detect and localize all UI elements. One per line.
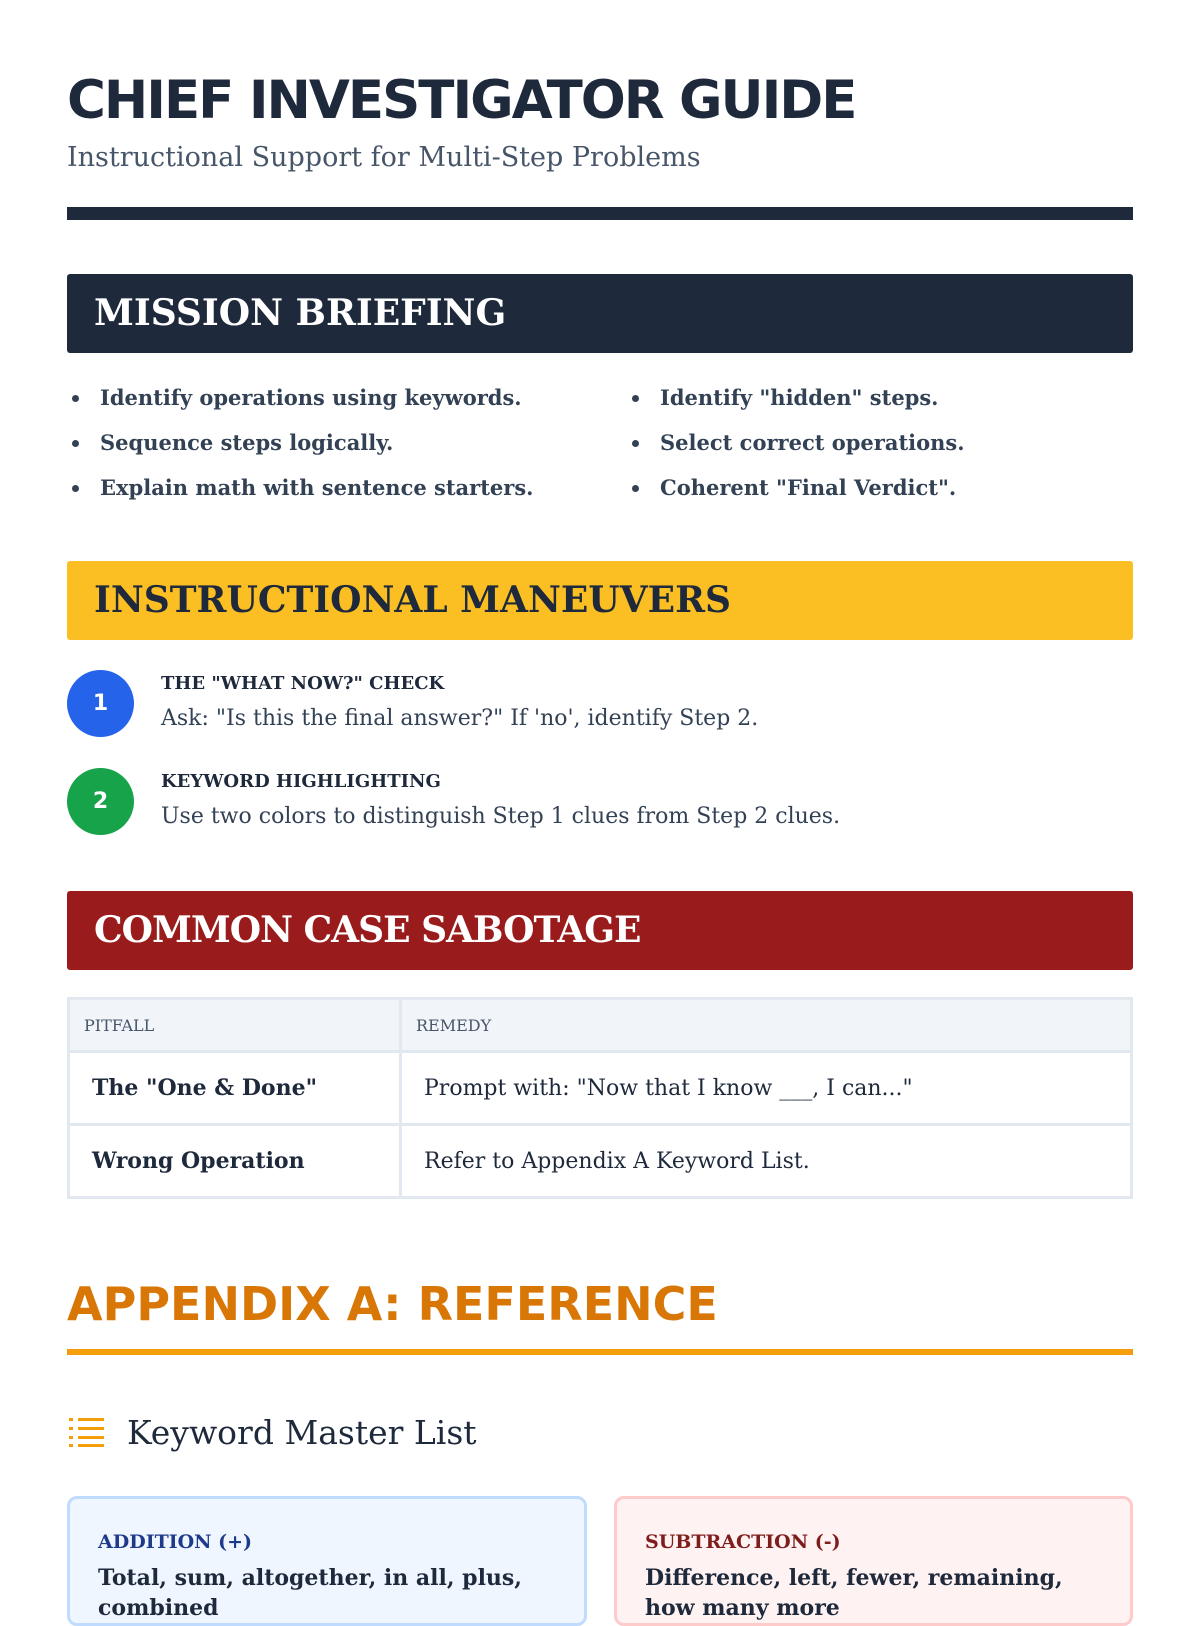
instructional-maneuvers-heading: INSTRUCTIONAL MANEUVERS <box>67 561 1133 640</box>
page-subtitle: Instructional Support for Multi-Step Problems <box>67 142 701 173</box>
appendix-divider <box>67 1349 1133 1355</box>
step-number-badge: 1 <box>67 670 134 737</box>
appendix-title: APPENDIX A: REFERENCE <box>67 1277 718 1331</box>
card-label: ADDITION (+) <box>98 1531 253 1553</box>
mission-briefing-heading: MISSION BRIEFING <box>67 274 1133 353</box>
maneuver-description: Use two colors to distinguish Step 1 clues from Step 2 clues. <box>161 804 841 829</box>
maneuver-description: Ask: "Is this the final answer?" If 'no', identify Step 2. <box>161 706 759 731</box>
remedy-cell: Prompt with: "Now that I know ___, I can..." <box>401 1052 1132 1125</box>
column-header-remedy: REMEDY <box>401 999 1132 1052</box>
page-title: CHIEF INVESTIGATOR GUIDE <box>67 70 856 131</box>
title-divider <box>67 207 1133 220</box>
maneuver-item-keyword-highlighting <box>67 768 1133 838</box>
step-number-badge: 2 <box>67 768 134 835</box>
table-row <box>69 1125 1132 1198</box>
table-row <box>69 1052 1132 1125</box>
common-case-sabotage-heading: COMMON CASE SABOTAGE <box>67 891 1133 970</box>
column-header-pitfall: PITFALL <box>69 999 401 1052</box>
pitfall-cell: Wrong Operation <box>69 1125 401 1198</box>
card-keywords: Total, sum, altogether, in all, plus, combined <box>98 1565 522 1621</box>
maneuver-title: THE "WHAT NOW?" CHECK <box>161 673 445 694</box>
maneuver-title: KEYWORD HIGHLIGHTING <box>161 771 441 792</box>
addition-keyword-card <box>67 1496 587 1626</box>
pitfall-cell: The "One & Done" <box>69 1052 401 1125</box>
briefing-item: Explain math with sentence starters. <box>67 470 607 515</box>
remedy-cell: Refer to Appendix A Keyword List. <box>401 1125 1132 1198</box>
bullet-icon <box>72 485 79 492</box>
briefing-item: Identify operations using keywords. <box>67 380 607 425</box>
pitfall-table <box>67 997 1133 1199</box>
briefing-item: Identify "hidden" steps. <box>627 380 1127 425</box>
briefing-item: Select correct operations. <box>627 425 1127 470</box>
bullet-icon <box>632 485 639 492</box>
subtraction-keyword-card <box>614 1496 1133 1626</box>
maneuver-item-what-now <box>67 670 1133 740</box>
briefing-left-column <box>67 380 607 515</box>
bullet-icon <box>632 395 639 402</box>
briefing-item: Coherent "Final Verdict". <box>627 470 1127 515</box>
bullet-icon <box>72 395 79 402</box>
briefing-right-column <box>627 380 1127 515</box>
card-keywords: Difference, left, fewer, remaining, how many more <box>645 1565 1063 1621</box>
card-label: SUBTRACTION (-) <box>645 1531 841 1553</box>
briefing-item: Sequence steps logically. <box>67 425 607 470</box>
bullet-icon <box>72 440 79 447</box>
bullet-icon <box>632 440 639 447</box>
keyword-master-list-heading: Keyword Master List <box>127 1413 477 1452</box>
list-icon <box>69 1416 105 1448</box>
table-header-row <box>69 999 1132 1052</box>
